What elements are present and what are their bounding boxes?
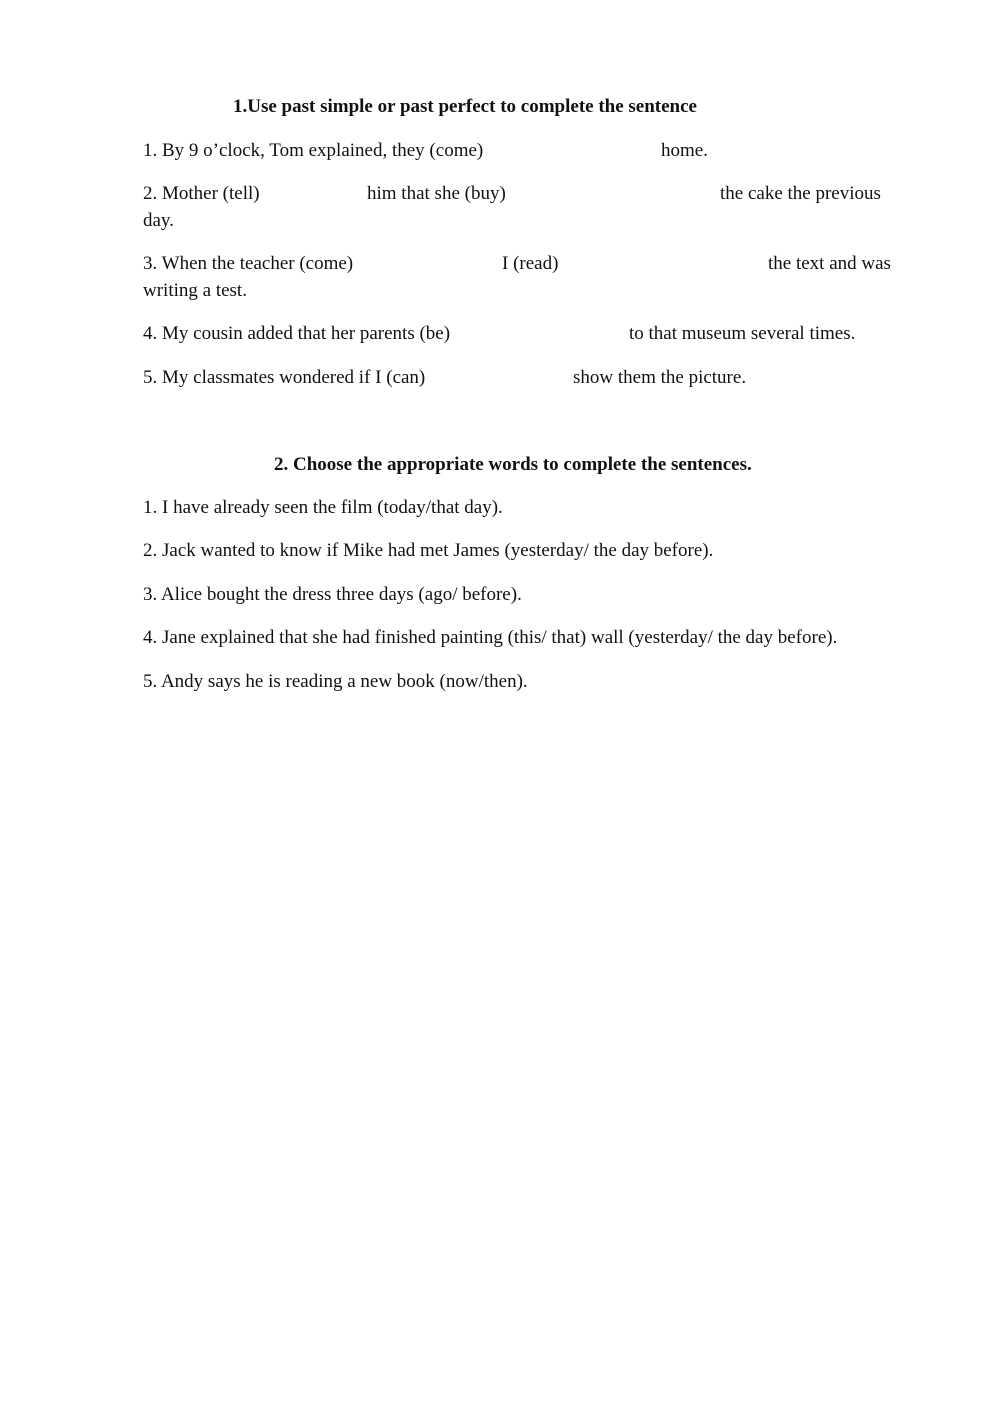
item-5-text-b: show them the picture.	[573, 367, 747, 388]
item-1-text-a: 1. By 9 o’clock, Tom explained, they (come)	[143, 140, 484, 161]
item-4-text-b: to that museum several times.	[629, 323, 856, 344]
item-5-text-a: 5. My classmates wondered if I (can)	[143, 367, 426, 388]
item-3-text-b: I (read)	[502, 253, 559, 274]
item-2-text-a: 2. Mother (tell)	[143, 183, 260, 204]
item-2-text-b: him that she (buy)	[367, 183, 506, 204]
item-3-text-a: 3. When the teacher (come)	[143, 253, 354, 274]
item-3-text-d: writing a test.	[143, 280, 247, 301]
section-2-title: 2. Choose the appropriate words to complete the sentences.	[274, 454, 752, 475]
exercise-2-item-3: 3. Alice bought the dress three days (ago/ before).	[143, 584, 522, 605]
exercise-2-item-1: 1. I have already seen the film (today/that day).	[143, 497, 503, 518]
item-2-text-c: the cake the previous	[720, 183, 881, 204]
exercise-2-item-5: 5. Andy says he is reading a new book (now/then).	[143, 671, 528, 692]
item-3-text-c: the text and was	[768, 253, 891, 274]
exercise-2-item-2: 2. Jack wanted to know if Mike had met James (yesterday/ the day before).	[143, 540, 714, 561]
section-1-title: 1.Use past simple or past perfect to complete the sentence	[233, 96, 697, 117]
item-4-text-a: 4. My cousin added that her parents (be)	[143, 323, 451, 344]
item-2-text-d: day.	[143, 210, 174, 231]
item-1-text-b: home.	[661, 140, 708, 161]
exercise-2-item-4: 4. Jane explained that she had finished painting (this/ that) wall (yesterday/ the day before).	[143, 627, 838, 648]
